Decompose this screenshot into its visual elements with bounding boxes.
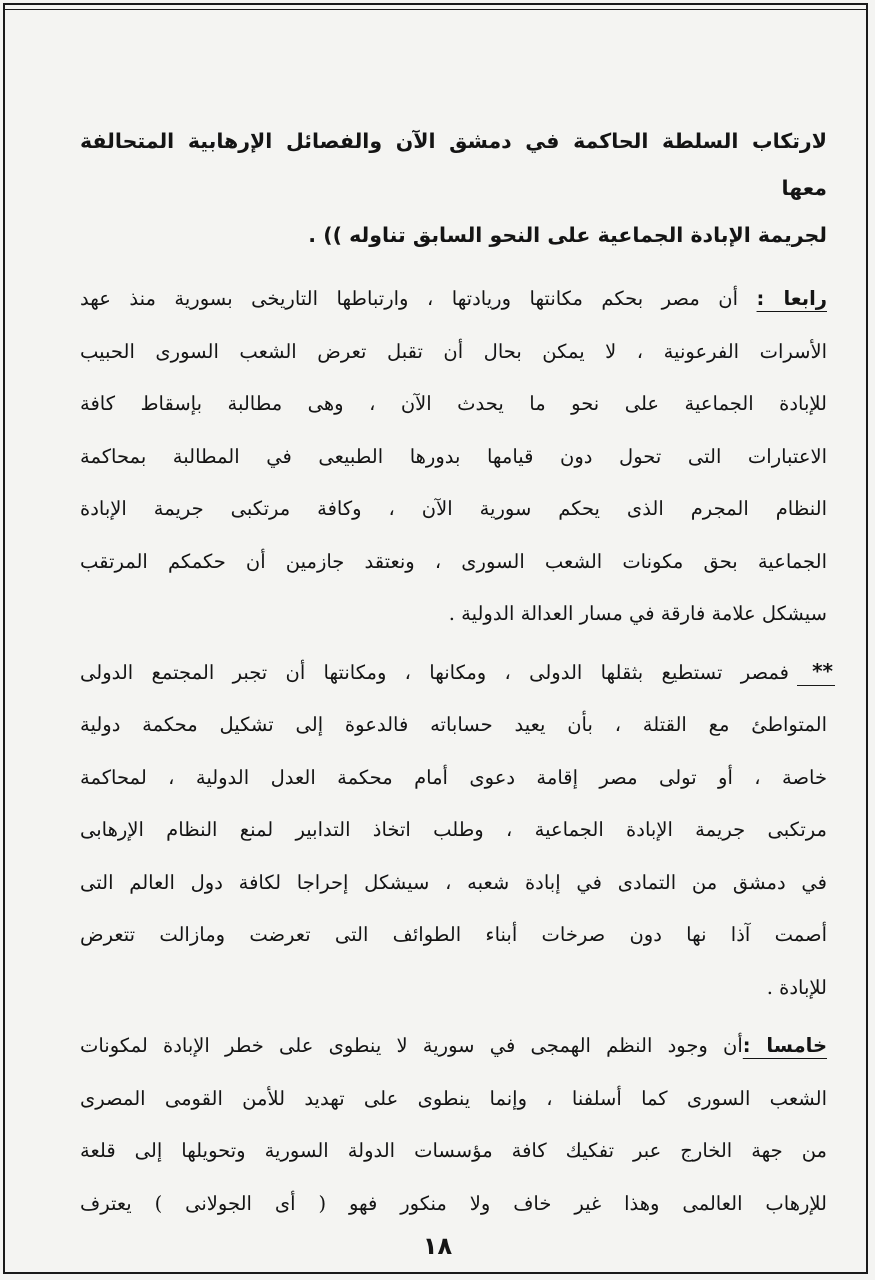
page-number: ١٨ bbox=[422, 1232, 453, 1260]
stars-marker: ** bbox=[812, 658, 833, 683]
intro-line-2: لجريمة الإبادة الجماعية على النحو السابق تناوله )) . bbox=[308, 223, 827, 247]
section-four-heading: رابعا : bbox=[756, 287, 827, 310]
stars-underline bbox=[797, 685, 835, 686]
section-stars bbox=[80, 647, 833, 1015]
section-five-line-4: للإرهاب العالمى وهذا غير خاف ولا منكور فهو ( أى الجولانى ) يعترف bbox=[80, 1191, 827, 1215]
section-four-line-1: رابعا : أن مصر بحكم مكانتها وريادتها ، وارتباطها التاريخى بسورية منذ عهد bbox=[80, 287, 827, 310]
section-four-line-7: سيشكل علامة فارقة في مسار العدالة الدولية . bbox=[448, 602, 827, 625]
intro-line-1: لارتكاب السلطة الحاكمة في دمشق الآن والفصائل الإرهابية المتحالفة معها bbox=[80, 129, 827, 200]
section-stars-line-6: أصمت آذا نها دون صرخات أبناء الطوائف التى تعرضت ومازالت تتعرض bbox=[80, 923, 827, 946]
document-body bbox=[80, 118, 833, 1236]
section-five-line-3: من جهة الخارج عبر تفكيك كافة مؤسسات الدولة السورية وتحويلها إلى قلعة bbox=[80, 1139, 827, 1162]
section-four bbox=[80, 273, 827, 641]
section-four-line-2: الأسرات الفرعونية ، لا يمكن بحال أن تقبل تعرض الشعب السورى الحبيب bbox=[80, 339, 827, 363]
section-five-heading: خامسا : bbox=[742, 1034, 828, 1057]
intro-paragraph bbox=[80, 118, 827, 259]
section-stars-line-1: فمصر تستطيع بثقلها الدولى ، ومكانها ، ومكانتها أن تجبر المجتمع الدولى bbox=[80, 660, 789, 684]
section-five bbox=[80, 1020, 827, 1230]
section-five-line-2: الشعب السورى كما أسلفنا ، وإنما ينطوى على تهديد للأمن القومى المصرى bbox=[80, 1086, 827, 1110]
section-four-line-6: الجماعية بحق مكونات الشعب السورى ، ونعتقد جازمين أن حكمكم المرتقب bbox=[80, 549, 827, 573]
section-four-line-4: الاعتبارات التى تحول دون قيامها بدورها الطبيعى في المطالبة بمحاكمة bbox=[80, 444, 827, 468]
section-five-line-1: خامسا :أن وجود النظم الهمجى في سورية لا ينطوى على خطر الإبادة لمكونات bbox=[80, 1034, 828, 1057]
section-stars-line-4: مرتكبى جريمة الإبادة الجماعية ، وطلب اتخاذ التدابير لمنع النظام الإرهابى bbox=[80, 818, 827, 841]
section-stars-line-5: في دمشق من التمادى في إبادة شعبه ، سيشكل إحراجا لكافة دول العالم التى bbox=[80, 870, 827, 894]
section-four-line-3: للإبادة الجماعية على نحو ما يحدث الآن ، وهى مطالبة بإسقاط كافة bbox=[80, 392, 827, 415]
section-stars-line-3: خاصة ، أو تولى مصر إقامة دعوى أمام محكمة العدل الدولية ، لمحاكمة bbox=[80, 765, 827, 789]
section-four-line-5: النظام المجرم الذى يحكم سورية الآن ، وكافة مرتكبى جريمة الإبادة bbox=[80, 497, 827, 520]
section-stars-line-2: المتواطئ مع القتلة ، بأن يعيد حساباته فالدعوة إلى تشكيل محكمة دولية bbox=[80, 713, 827, 736]
section-stars-line-7: للإبادة . bbox=[766, 975, 827, 999]
